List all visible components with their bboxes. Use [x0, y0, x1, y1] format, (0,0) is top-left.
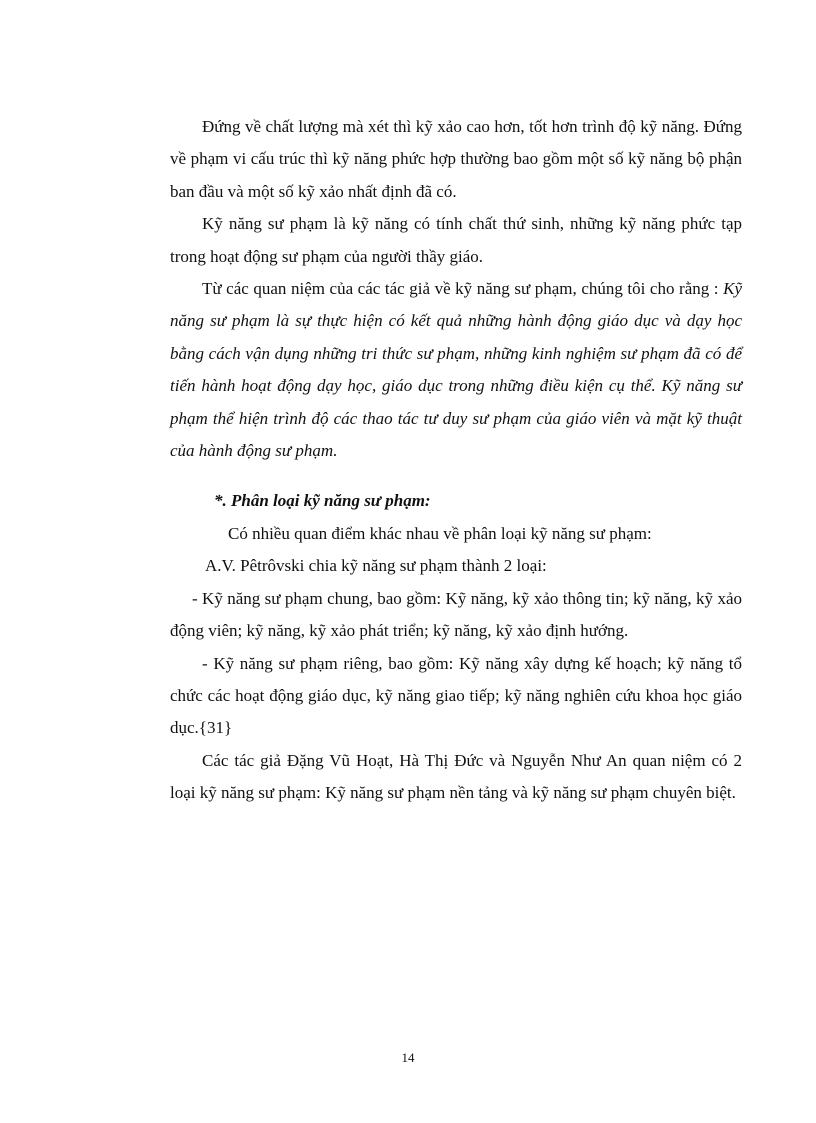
paragraph-pedagogical-skill: Kỹ năng sư phạm là kỹ năng có tính chất thứ sinh, những kỹ năng phức tạp trong hoạt động sư phạm của người thầy giáo.	[170, 214, 742, 266]
paragraph-definition	[170, 273, 742, 467]
paragraph-skill-level: Đứng về chất lượng mà xét thì kỹ xảo cao hơn, tốt hơn trình độ kỹ năng. Đứng về phạm vi cấu trúc thì kỹ năng phức hợp thường bao gồm một số kỹ năng bộ phận ban đầu và một số kỹ xảo nhất định đã có.	[170, 117, 742, 201]
body-text	[170, 111, 742, 810]
definition-italic: Kỹ năng sư phạm là sự thực hiện có kết quả những hành động giáo dục và dạy học bằng cách vận dụng những tri thức sư phạm, những kinh nghiệm sư phạm đã có để tiến hành hoạt động dạy học, giáo dục trong những điều kiện cụ thể. Kỹ năng sư phạm thể hiện trình độ các thao tác tư duy sư phạm của giáo viên và mặt kỹ thuật của hành động sư phạm.	[170, 279, 742, 461]
list-item-specific-skills: - Kỹ năng sư phạm riêng, bao gồm: Kỹ năng xây dựng kế hoạch; kỹ năng tổ chức các hoạt động giáo dục, kỹ năng giao tiếp; kỹ năng nghiên cứu khoa học giáo dục.{31}	[170, 653, 742, 738]
page-number: 14	[401, 1050, 415, 1065]
list-item-general-skills: - Kỹ năng sư phạm chung, bao gồm: Kỹ năng, kỹ xảo thông tin; kỹ năng, kỹ xảo động viên; kỹ năng, kỹ xảo phát triển; kỹ năng, kỹ xảo định hướng.	[170, 588, 742, 641]
definition-lead: Từ các quan niệm của các tác giả về kỹ năng sư phạm, chúng tôi cho rằng :	[202, 279, 724, 299]
paragraph-classification-intro: Có nhiều quan điểm khác nhau về phân loại kỹ năng sư phạm:	[228, 523, 652, 543]
section-heading: *. Phân loại kỹ năng sư phạm:	[214, 491, 431, 511]
paragraph-authors-view: Các tác giả Đặng Vũ Hoạt, Hà Thị Đức và Nguyễn Như An quan niệm có 2 loại kỹ năng sư phạm: Kỹ năng sư phạm nền tảng và kỹ năng sư phạm chuyên biệt.	[170, 750, 742, 803]
paragraph-petrovski: A.V. Pêtrôvski chia kỹ năng sư phạm thành 2 loại:	[205, 556, 547, 576]
